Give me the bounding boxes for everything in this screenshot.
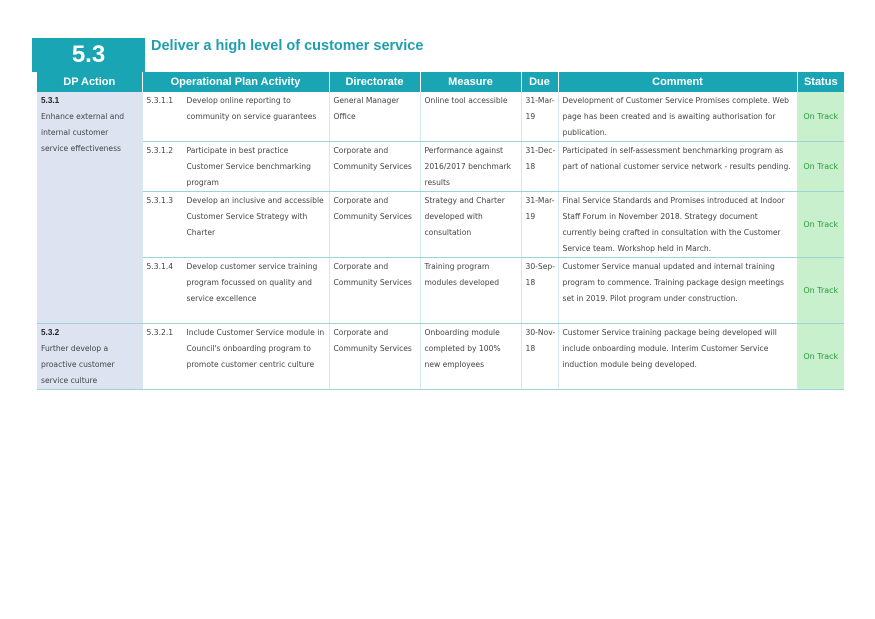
- status-badge: On Track: [797, 92, 844, 142]
- header-directorate: Directorate: [329, 72, 420, 92]
- activity-code: 5.3.1.4: [146, 262, 174, 271]
- dp-action-text: Enhance external and internal customer service effectiveness: [41, 112, 125, 153]
- comment-cell: Participated in self-assessment benchmarking program as part of national customer service network - results pending.: [558, 142, 797, 192]
- due-cell: 31-Mar-19: [521, 92, 558, 142]
- operational-plan-table: [37, 72, 844, 390]
- activity-text: Participate in best practice Customer Service benchmarking program: [186, 146, 311, 187]
- activity-code: 5.3.2.1: [146, 328, 174, 337]
- directorate-cell: Corporate and Community Services: [329, 192, 420, 258]
- status-badge: On Track: [797, 324, 844, 390]
- measure-cell: Training program modules developed: [420, 258, 521, 324]
- dp-action-cell: [37, 324, 142, 390]
- due-cell: 31-Dec-18: [521, 142, 558, 192]
- status-badge: On Track: [797, 192, 844, 258]
- measure-cell: Online tool accessible: [420, 92, 521, 142]
- activity-cell: [142, 258, 329, 324]
- dp-action-text: Further develop a proactive customer service culture: [41, 344, 115, 385]
- comment-cell: Customer Service training package being developed will include onboarding module. Interim Customer Service induction module being developed.: [558, 324, 797, 390]
- table-row: [37, 192, 844, 258]
- due-cell: 30-Nov-18: [521, 324, 558, 390]
- table-header-row: [37, 72, 844, 92]
- directorate-cell: Corporate and Community Services: [329, 324, 420, 390]
- due-cell: 31-Mar-19: [521, 192, 558, 258]
- measure-cell: Strategy and Charter developed with consultation: [420, 192, 521, 258]
- section-title: Deliver a high level of customer service: [151, 38, 424, 54]
- measure-cell: Performance against 2016/2017 benchmark results: [420, 142, 521, 192]
- directorate-cell: Corporate and Community Services: [329, 142, 420, 192]
- activity-cell: [142, 142, 329, 192]
- activity-cell: [142, 92, 329, 142]
- table-row: [37, 324, 844, 390]
- comment-cell: Final Service Standards and Promises introduced at Indoor Staff Forum in November 2018. Strategy document currently being crafted in consultation with the Customer Service team. Workshop held in March.: [558, 192, 797, 258]
- activity-code: 5.3.1.3: [146, 196, 174, 205]
- activity-text: Develop online reporting to community on service guarantees: [186, 96, 317, 121]
- table-row: [37, 92, 844, 142]
- measure-cell: Onboarding module completed by 100% new employees: [420, 324, 521, 390]
- activity-text: Include Customer Service module in Council's onboarding program to promote customer centric culture: [186, 328, 325, 369]
- header-measure: Measure: [420, 72, 521, 92]
- table-row: [37, 142, 844, 192]
- header-activity: Operational Plan Activity: [142, 72, 329, 92]
- comment-cell: Development of Customer Service Promises complete. Web page has been created and is awaiting authorisation for publication.: [558, 92, 797, 142]
- header-due: Due: [521, 72, 558, 92]
- activity-code: 5.3.1.1: [146, 96, 174, 105]
- activity-code: 5.3.1.2: [146, 146, 174, 155]
- activity-cell: [142, 324, 329, 390]
- comment-cell: Customer Service manual updated and internal training program to commence. Training package design meetings set in 2019. Pilot program under construction.: [558, 258, 797, 324]
- directorate-cell: General Manager Office: [329, 92, 420, 142]
- header-dp-action: DP Action: [37, 72, 142, 92]
- table-row: [37, 258, 844, 324]
- activity-text: Develop an inclusive and accessible Customer Service Strategy with Charter: [186, 196, 324, 237]
- activity-cell: [142, 192, 329, 258]
- activity-text: Develop customer service training program focussed on quality and service excellence: [186, 262, 318, 303]
- dp-action-code: 5.3.2: [41, 328, 60, 337]
- header-comment: Comment: [558, 72, 797, 92]
- due-cell: 30-Sep-18: [521, 258, 558, 324]
- section-number: 5.3: [32, 38, 145, 72]
- status-badge: On Track: [797, 142, 844, 192]
- header-status: Status: [797, 72, 844, 92]
- status-badge: On Track: [797, 258, 844, 324]
- dp-action-code: 5.3.1: [41, 96, 60, 105]
- dp-action-cell: [37, 92, 142, 324]
- directorate-cell: Corporate and Community Services: [329, 258, 420, 324]
